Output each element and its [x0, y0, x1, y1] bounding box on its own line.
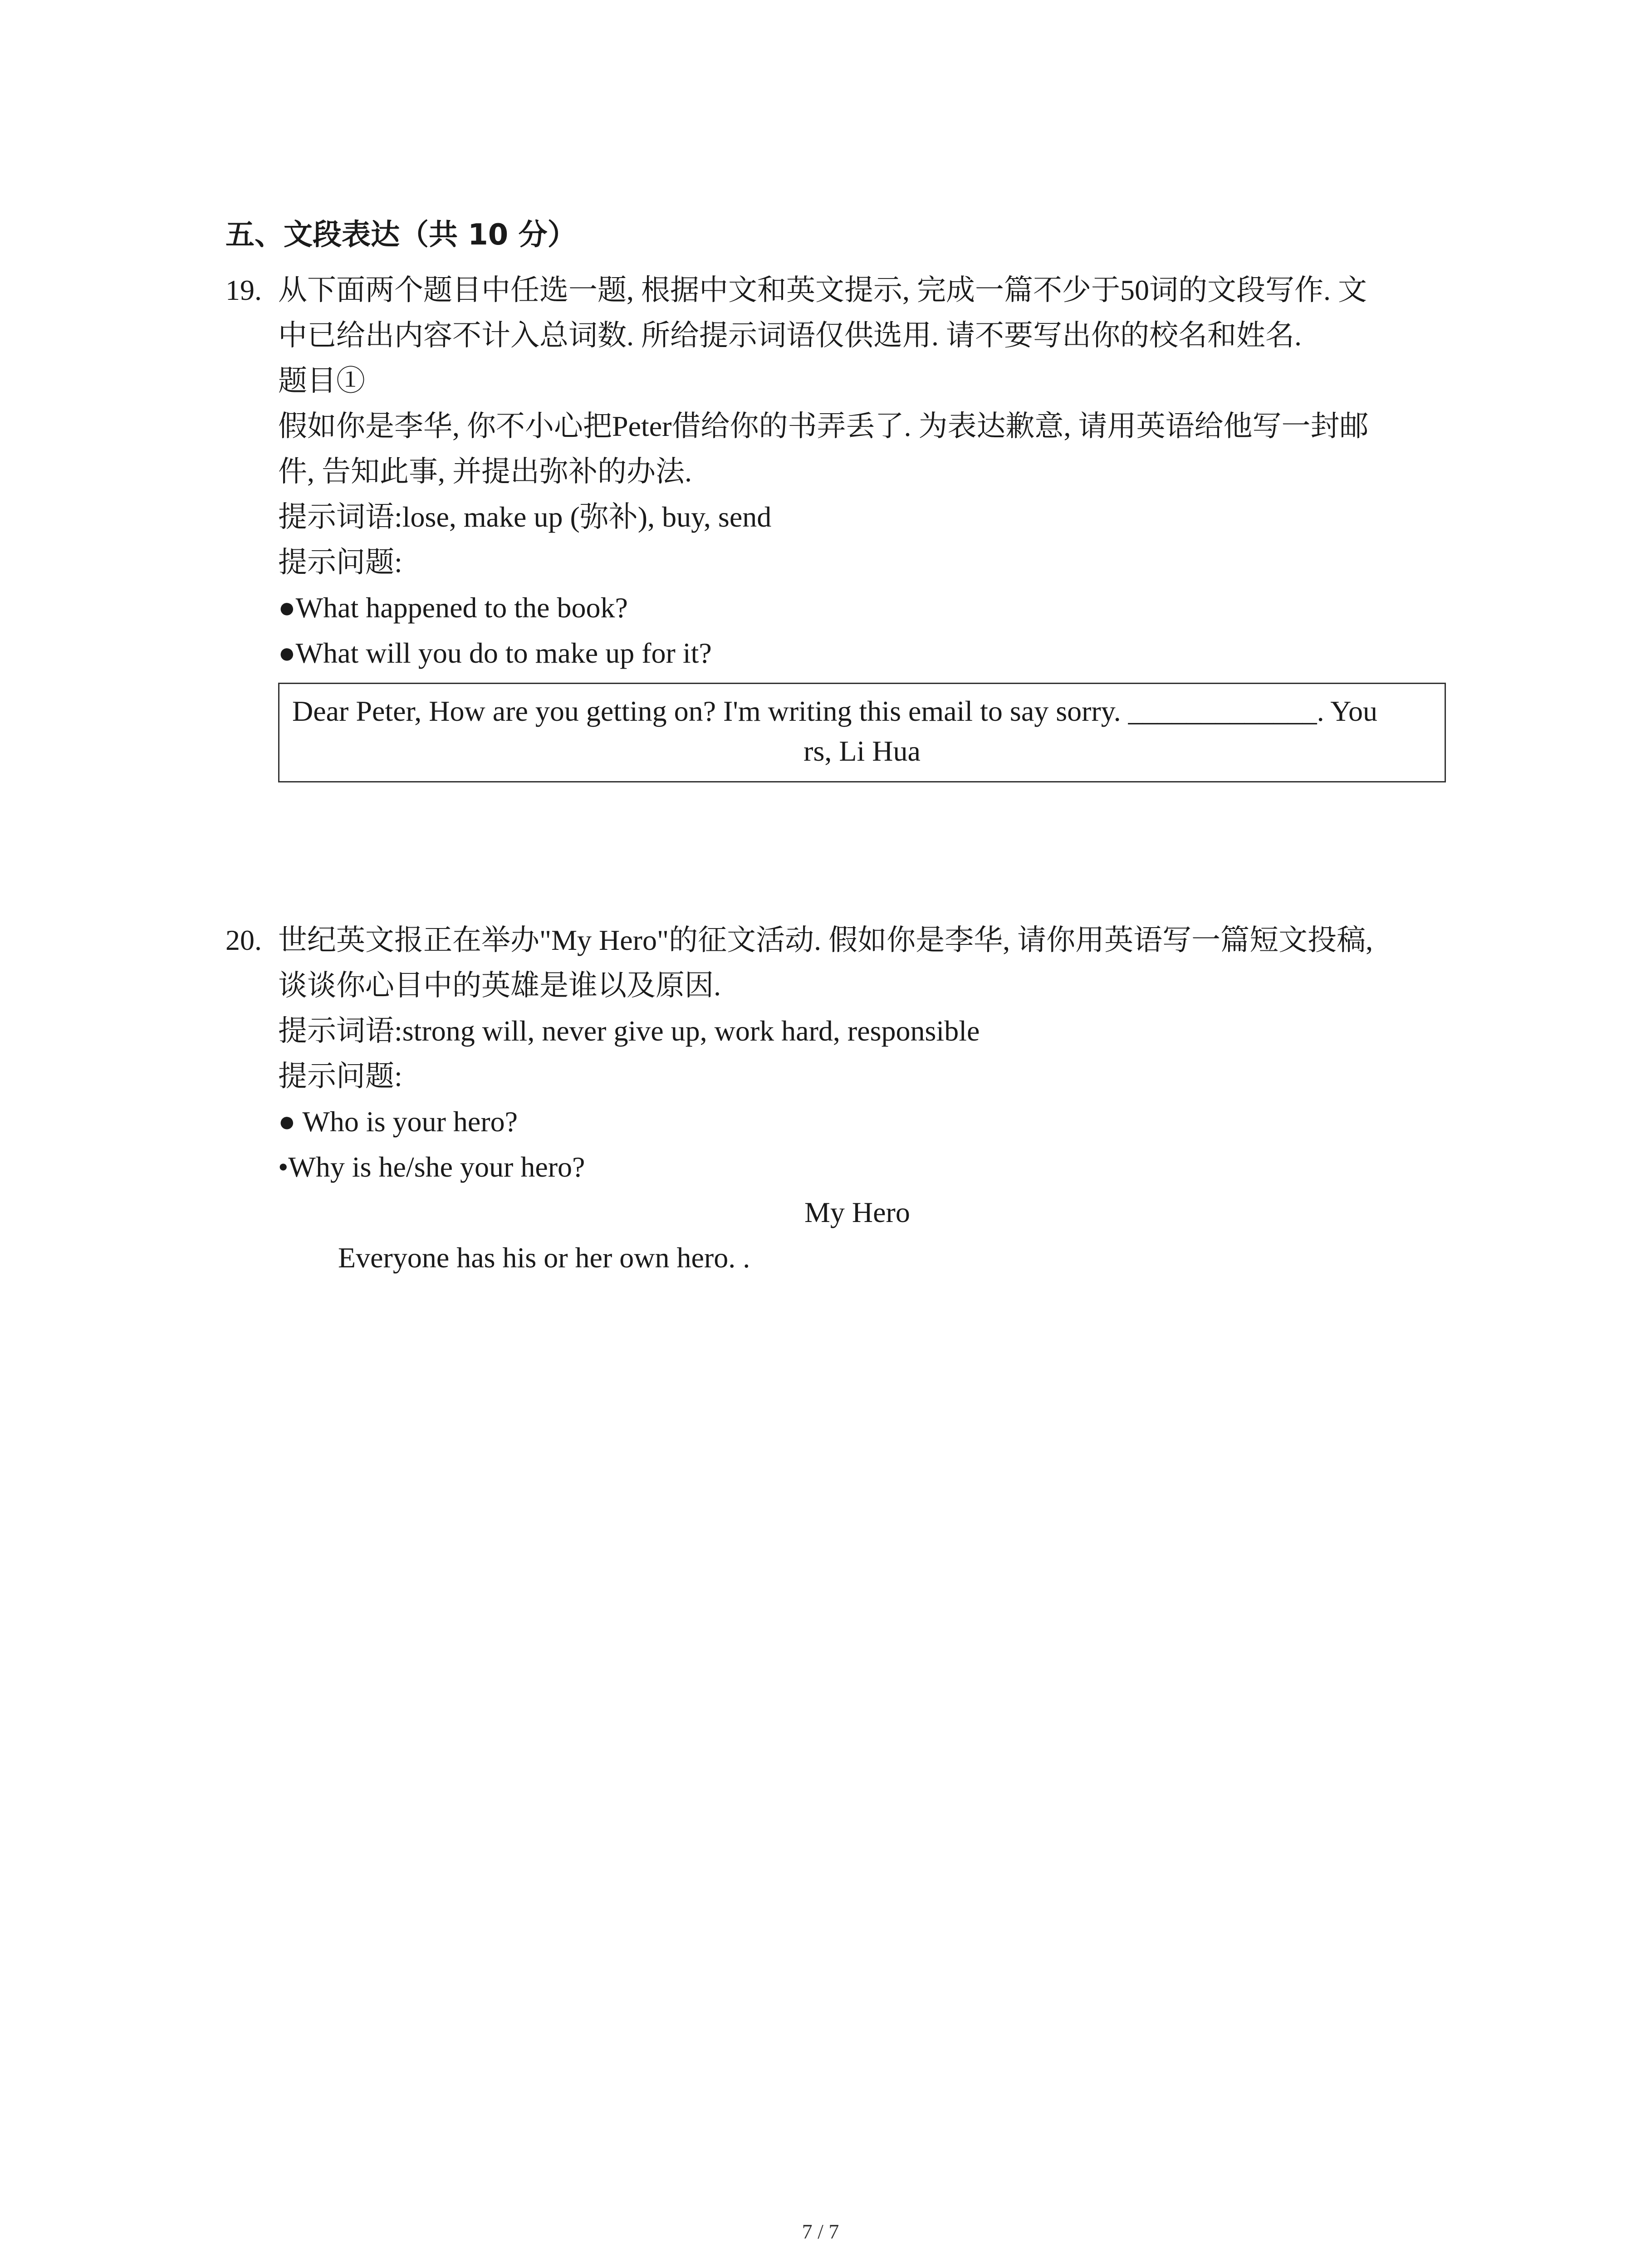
email-template-box: [278, 683, 1446, 782]
q19-number: 19.: [225, 274, 262, 306]
q19-hint-questions-label: 提示问题:: [278, 546, 402, 578]
q20-hint-questions-label: 提示问题:: [278, 1060, 402, 1092]
page-number: 7 / 7: [802, 2220, 839, 2243]
essay-opening-line: Everyone has his or her own hero. .: [338, 1242, 750, 1274]
q19-question-2: ●What will you do to make up for it?: [278, 637, 712, 669]
q20-number: 20.: [225, 924, 262, 956]
q20-question-1: ● Who is your hero?: [278, 1105, 518, 1138]
section-title: 五、文段表达（共 10 分）: [225, 218, 577, 252]
q20-instruction-line2: 谈谈你心目中的英雄是谁以及原因.: [278, 969, 721, 1002]
q19-prompt-line1: 假如你是李华, 你不小心把Peter借给你的书弄丢了. 为表达歉意, 请用英语给他写一封邮: [278, 410, 1369, 442]
email-template-line1: Dear Peter, How are you getting on? I'm writing this email to say sorry. _____________. You: [292, 695, 1378, 727]
q19-prompt-line2: 件, 告知此事, 并提出弥补的办法.: [278, 455, 692, 488]
q19-instruction-line1: 从下面两个题目中任选一题, 根据中文和英文提示, 完成一篇不少于50词的文段写作. 文: [278, 274, 1367, 306]
q19-question-1: ●What happened to the book?: [278, 591, 628, 624]
q19-topic-label: 题目①: [278, 365, 365, 397]
q19-hint-words: 提示词语:lose, make up (弥补), buy, send: [278, 501, 772, 533]
email-template-line2: rs, Li Hua: [803, 735, 921, 767]
q20-question-2: •Why is he/she your hero?: [278, 1151, 585, 1183]
essay-title: My Hero: [804, 1196, 910, 1228]
q20-instruction-line1: 世纪英文报正在举办"My Hero"的征文活动. 假如你是李华, 请你用英语写一篇短文投稿,: [278, 924, 1373, 956]
q20-hint-words: 提示词语:strong will, never give up, work hard, responsible: [278, 1015, 980, 1047]
q19-instruction-line2: 中已给出内容不计入总词数. 所给提示词语仅供选用. 请不要写出你的校名和姓名.: [278, 319, 1302, 352]
